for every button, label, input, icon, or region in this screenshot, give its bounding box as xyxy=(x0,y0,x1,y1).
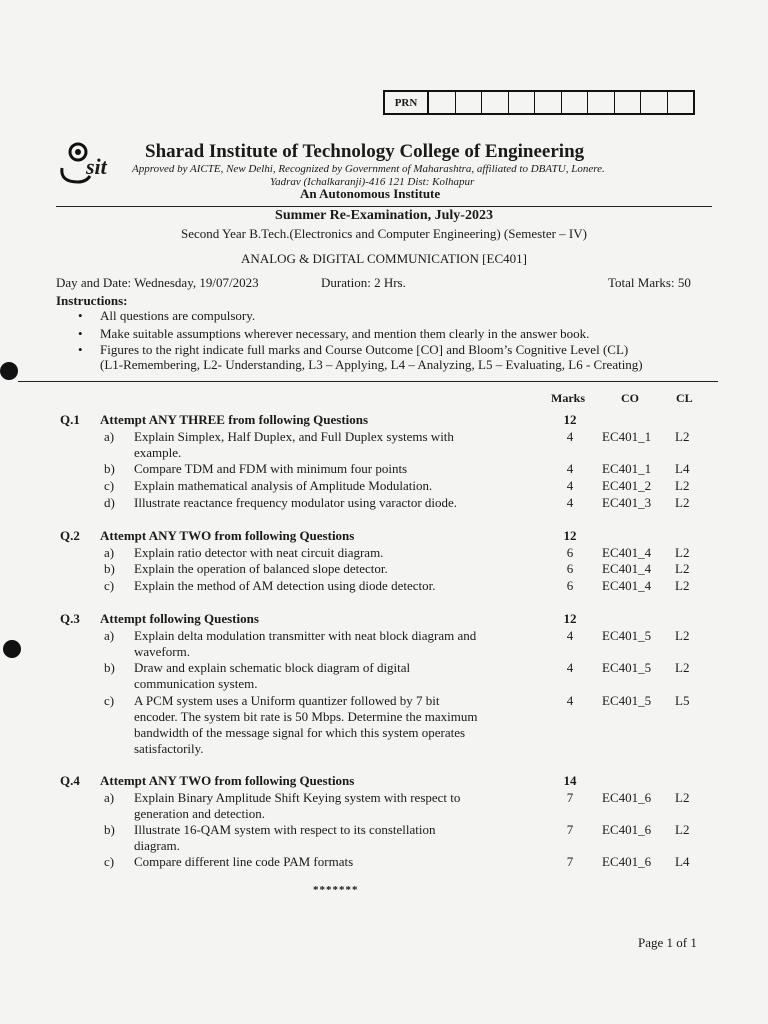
part-marks: 4 xyxy=(566,478,574,493)
part-co: EC401_4 xyxy=(602,545,652,560)
punch-hole-top xyxy=(0,362,18,380)
part-cl: L2 xyxy=(675,660,690,675)
end-marker: ******* xyxy=(313,884,359,896)
part-text: Draw and explain schematic block diagram of digital communication system. xyxy=(134,660,411,691)
cl-column-header: CL xyxy=(676,391,693,405)
instruction-item: All questions are compulsory. xyxy=(100,308,256,323)
instructions-rule xyxy=(18,381,718,382)
part-label: c) xyxy=(104,693,115,708)
part-label: b) xyxy=(104,561,115,576)
question-number: Q.1 xyxy=(60,412,80,427)
instruction-item: Figures to the right indicate full marks and Course Outcome [CO] and Bloom’s Cognitive Level (CL) xyxy=(100,342,629,357)
part-co: EC401_6 xyxy=(602,790,652,805)
part-text: Explain the method of AM detection using diode detector. xyxy=(134,578,436,593)
part-cl: L2 xyxy=(675,545,690,560)
part-co: EC401_1 xyxy=(602,461,652,476)
college-address: Yadrav (Ichalkaranji)-416 121 Dist: Kolhapur xyxy=(270,176,475,188)
part-marks: 6 xyxy=(566,578,574,593)
part-co: EC401_5 xyxy=(602,660,652,675)
part-marks: 6 xyxy=(566,545,574,560)
part-cl: L2 xyxy=(675,628,690,643)
part-cl: L4 xyxy=(675,461,690,476)
question-marks: 12 xyxy=(563,611,577,626)
header-rule xyxy=(56,206,712,207)
exam-day-date: Day and Date: Wednesday, 19/07/2023 xyxy=(56,275,259,290)
part-cl: L2 xyxy=(675,578,690,593)
part-text: Explain mathematical analysis of Amplitude Modulation. xyxy=(134,478,433,493)
part-co: EC401_4 xyxy=(602,561,652,576)
college-approval: Approved by AICTE, New Delhi, Recognized by Government of Maharashtra, affiliated to DBATU, Lonere. xyxy=(132,163,605,175)
part-cl: L2 xyxy=(675,429,690,444)
part-label: c) xyxy=(104,478,115,493)
part-label: b) xyxy=(104,822,115,837)
logo-text: sit xyxy=(86,154,107,179)
question-marks: 12 xyxy=(563,528,577,543)
college-logo xyxy=(56,138,126,184)
part-marks: 7 xyxy=(566,854,574,869)
prn-label: PRN xyxy=(385,92,429,113)
question-number: Q.3 xyxy=(60,611,80,626)
part-cl: L2 xyxy=(675,822,690,837)
part-text: Compare different line code PAM formats xyxy=(134,854,354,869)
prn-box xyxy=(383,90,695,115)
part-text: A PCM system uses a Uniform quantizer followed by 7 bit encoder. The system bit rate is 50 Mbps. Determine the maximum bandwidth of the message signal for which this system operates satisfactorily. xyxy=(134,693,478,756)
question-title: Attempt following Questions xyxy=(100,611,259,626)
co-column-header: CO xyxy=(621,391,639,405)
instructions-heading: Instructions: xyxy=(56,293,128,308)
part-co: EC401_5 xyxy=(602,628,652,643)
part-marks: 7 xyxy=(566,790,574,805)
part-co: EC401_2 xyxy=(602,478,652,493)
part-cl: L4 xyxy=(675,854,690,869)
part-marks: 6 xyxy=(566,561,574,576)
part-cl: L2 xyxy=(675,561,690,576)
part-label: a) xyxy=(104,429,115,444)
part-marks: 4 xyxy=(566,495,574,510)
part-label: c) xyxy=(104,578,115,593)
part-cl: L5 xyxy=(675,693,690,708)
bullet: • xyxy=(78,326,83,341)
part-text: Explain delta modulation transmitter with neat block diagram and waveform. xyxy=(134,628,477,659)
part-marks: 4 xyxy=(566,461,574,476)
part-marks: 7 xyxy=(566,822,574,837)
question-marks: 14 xyxy=(563,773,577,788)
part-text: Explain Binary Amplitude Shift Keying system with respect to generation and detection. xyxy=(134,790,461,821)
part-text: Compare TDM and FDM with minimum four points xyxy=(134,461,408,476)
question-title: Attempt ANY TWO from following Questions xyxy=(100,773,355,788)
total-marks: Total Marks: 50 xyxy=(608,275,691,290)
part-label: a) xyxy=(104,545,115,560)
exam-title: Summer Re-Examination, July-2023 xyxy=(275,208,493,223)
part-cl: L2 xyxy=(675,478,690,493)
part-co: EC401_3 xyxy=(602,495,652,510)
college-status: An Autonomous Institute xyxy=(300,186,441,201)
exam-duration: Duration: 2 Hrs. xyxy=(321,275,406,290)
question-number: Q.4 xyxy=(60,773,80,788)
part-label: b) xyxy=(104,461,115,476)
exam-year-line: Second Year B.Tech.(Electronics and Computer Engineering) (Semester – IV) xyxy=(181,226,587,241)
part-cl: L2 xyxy=(675,790,690,805)
part-co: EC401_1 xyxy=(602,429,652,444)
part-marks: 4 xyxy=(566,628,574,643)
question-marks: 12 xyxy=(563,412,577,427)
part-text: Illustrate 16-QAM system with respect to its constellation diagram. xyxy=(134,822,436,853)
part-co: EC401_6 xyxy=(602,854,652,869)
part-label: b) xyxy=(104,660,115,675)
instruction-item: (L1-Remembering, L2- Understanding, L3 – Applying, L4 – Analyzing, L5 – Evaluating, L6 - Creating) xyxy=(100,357,643,372)
punch-hole-bottom xyxy=(3,640,21,658)
question-number: Q.2 xyxy=(60,528,80,543)
marks-column-header: Marks xyxy=(551,391,585,405)
part-label: d) xyxy=(104,495,115,510)
part-marks: 4 xyxy=(566,660,574,675)
page-number: Page 1 of 1 xyxy=(638,935,697,950)
part-label: a) xyxy=(104,790,115,805)
college-name: Sharad Institute of Technology College of Engineering xyxy=(145,141,585,162)
bullet: • xyxy=(78,308,83,323)
part-text: Illustrate reactance frequency modulator using varactor diode. xyxy=(134,495,458,510)
part-marks: 4 xyxy=(566,429,574,444)
part-co: EC401_6 xyxy=(602,822,652,837)
question-title: Attempt ANY TWO from following Questions xyxy=(100,528,355,543)
part-co: EC401_5 xyxy=(602,693,652,708)
part-co: EC401_4 xyxy=(602,578,652,593)
question-title: Attempt ANY THREE from following Questions xyxy=(100,412,369,427)
part-text: Explain the operation of balanced slope detector. xyxy=(134,561,388,576)
course-title: ANALOG & DIGITAL COMMUNICATION [EC401] xyxy=(241,251,527,266)
bullet: • xyxy=(78,342,83,357)
part-cl: L2 xyxy=(675,495,690,510)
part-text: Explain ratio detector with neat circuit diagram. xyxy=(134,545,384,560)
part-marks: 4 xyxy=(566,693,574,708)
instruction-item: Make suitable assumptions wherever necessary, and mention them clearly in the answer book. xyxy=(100,326,590,341)
part-label: c) xyxy=(104,854,115,869)
part-label: a) xyxy=(104,628,115,643)
part-text: Explain Simplex, Half Duplex, and Full Duplex systems with example. xyxy=(134,429,454,460)
